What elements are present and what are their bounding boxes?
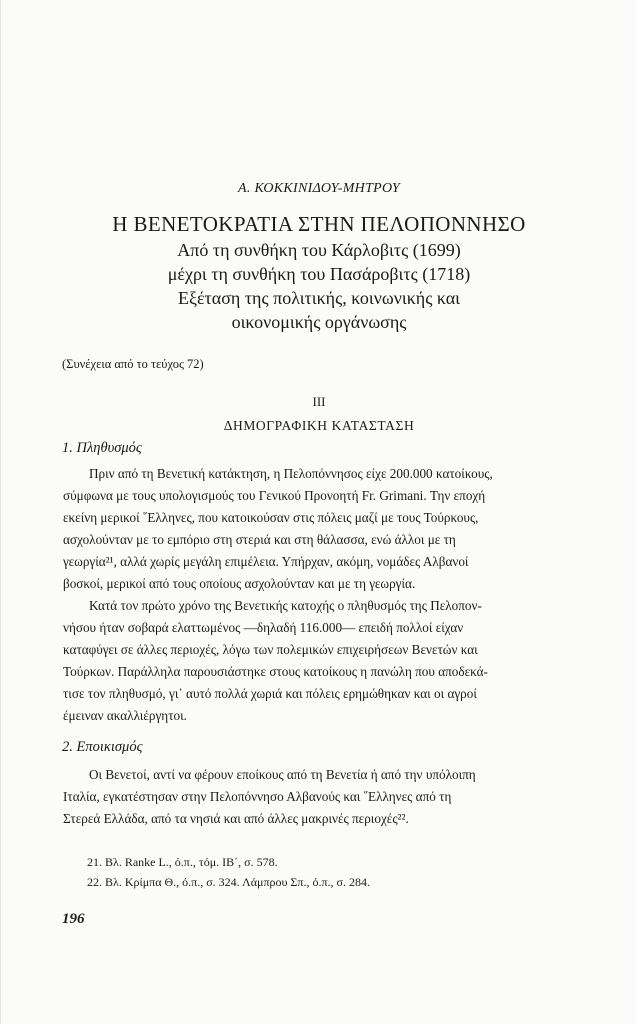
subtitle-line: οικονομικής οργάνωσης bbox=[231, 312, 407, 332]
page-number: 196 bbox=[62, 911, 85, 927]
paragraph bbox=[63, 463, 574, 595]
subtitle-line: Εξέταση της πολιτικής, κοινωνικής και bbox=[177, 288, 461, 308]
text-line: εκείνη μερικοί ῞Ελληνες, που κατοικούσαν στις πόλεις μαζί με τους Τούρκους, bbox=[63, 510, 479, 525]
footnotes bbox=[87, 852, 370, 892]
article-title: Η ΒΕΝΕΤΟΚΡΑΤΙΑ ΣΤΗΝ ΠΕΛΟΠΟΝΝΗΣΟ bbox=[112, 212, 526, 236]
text-line: Κατά τον πρώτο χρόνο της Βενετικής κατοχής ο πληθυσμός της Πελοπον- bbox=[89, 598, 482, 613]
part-title: ΔΗΜΟΓΡΑΦΙΚΗ ΚΑΤΑΣΤΑΣΗ bbox=[223, 418, 415, 433]
text-line: τισε τον πληθυσμό, γι᾿ αυτό πολλά χωριά και πόλεις ερημώθηκαν και οι αγροί bbox=[63, 686, 477, 701]
footnote: 22. Βλ. Κρίμπα Θ., ό.π., σ. 324. Λάμπρου Σπ., ό.π., σ. 284. bbox=[87, 875, 370, 889]
text-line: νήσου ήταν σοβαρά ελαττωμένος —δηλαδή 116.000— επειδή πολλοί είχαν bbox=[63, 620, 464, 635]
text-line: έμειναν ακαλλιέργητοι. bbox=[63, 708, 187, 723]
footnote: 21. Βλ. Ranke L., ό.π., τόμ. ΙΒ΄, σ. 578. bbox=[87, 855, 278, 869]
section-heading: 2. Εποικισμός bbox=[62, 739, 143, 755]
subtitle-line: μέχρι τη συνθήκη του Πασάροβιτς (1718) bbox=[167, 264, 471, 284]
subtitle-line: Από τη συνθήκη του Κάρλοβιτς (1699) bbox=[177, 240, 461, 260]
part-number: III bbox=[312, 394, 326, 409]
text-line: Στερεά Ελλάδα, από τα νησιά και από άλλες μακρινές περιοχές²². bbox=[63, 811, 409, 826]
section-heading: 1. Πληθυσμός bbox=[62, 440, 142, 456]
text-line: Τούρκων. Παράλληλα παρουσιάστηκε στους κατοίκους η πανώλη που αποδεκά- bbox=[63, 664, 488, 679]
author-name: Α. ΚΟΚΚΙΝΙΔΟΥ-ΜΗΤΡΟΥ bbox=[238, 181, 400, 196]
text-line: Ιταλία, εγκατέστησαν στην Πελοπόννησο Αλβανούς και ῞Ελληνες από τη bbox=[63, 789, 452, 804]
text-line: καταφύγει σε άλλες περιοχές, λόγω των πολεμικών επιχειρήσεων Βενετών και bbox=[63, 642, 478, 657]
continued-note: (Συνέχεια από το τεύχος 72) bbox=[62, 357, 204, 371]
text-line: Οι Βενετοί, αντί να φέρουν εποίκους από τη Βενετία ή από την υπόλοιπη bbox=[89, 767, 476, 782]
paragraph bbox=[63, 595, 574, 727]
text-line: γεωργία²¹, αλλά χωρίς μεγάλη επιμέλεια. Υπήρχαν, ακόμη, νομάδες Αλβανοί bbox=[63, 554, 469, 569]
text-line: Πριν από τη Βενετική κατάκτηση, η Πελοπόννησος είχε 200.000 κατοίκους, bbox=[89, 466, 493, 481]
text-line: ασχολούνταν με το εμπόριο στη στεριά και στη θάλασσα, ενώ άλλοι με τη bbox=[63, 532, 456, 547]
text-line: σύμφωνα με τους υπολογισμούς του Γενικού Προνοητή Fr. Grimani. Την εποχή bbox=[63, 488, 486, 503]
text-line: βοσκοί, μερικοί από τους οποίους ασχολούνταν και με τη γεωργία. bbox=[63, 576, 416, 591]
paragraph bbox=[63, 764, 574, 830]
